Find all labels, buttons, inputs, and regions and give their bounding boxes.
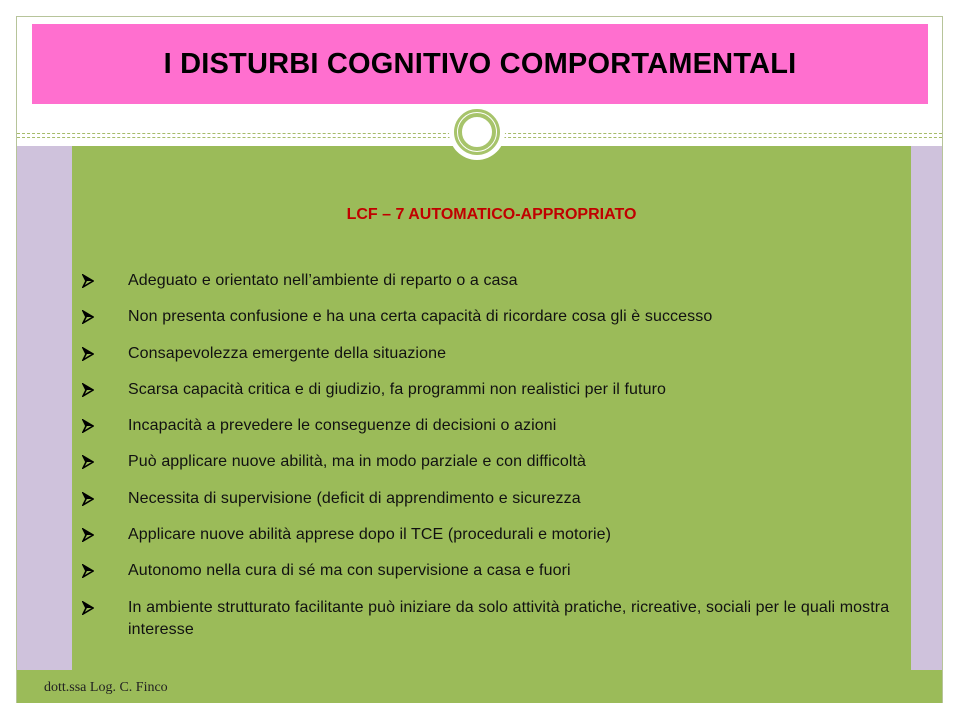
list-item-text: Incapacità a prevedere le conseguenze di decisioni o azioni [128,417,557,435]
list-item [80,560,900,582]
list-item [80,524,900,546]
arrow-bullet-icon [82,560,96,582]
list-item-text: Non presenta confusione e ha una certa capacità di ricordare cosa gli è successo [128,308,713,326]
list-item [80,451,900,473]
arrow-bullet-icon [82,524,96,546]
circle-ornament-inner-icon [458,113,496,151]
list-item [80,488,900,510]
list-item [80,597,900,641]
left-side-band [17,146,72,670]
list-item-text: Consapevolezza emergente della situazione [128,344,447,362]
list-item-text: Adeguato e orientato nell’ambiente di reparto o a casa [128,272,518,289]
slide-title: I DISTURBI COGNITIVO COMPORTAMENTALI [163,47,797,80]
arrow-bullet-icon [82,415,96,437]
footer-author: dott.ssa Log. C. Finco [44,680,168,695]
list-item-text: Necessita di supervisione (deficit di apprendimento e sicurezza [128,489,581,507]
arrow-bullet-icon [82,270,96,292]
right-side-band [911,146,942,670]
list-item-text: Applicare nuove abilità apprese dopo il TCE (procedurali e motorie) [128,526,612,544]
bullet-list [80,270,900,655]
list-item [80,415,900,437]
title-banner [32,24,928,104]
arrow-bullet-icon [82,451,96,473]
list-item [80,379,900,401]
arrow-bullet-icon [82,343,96,365]
list-item-text: Scarsa capacità critica e di giudizio, fa programmi non realistici per il futuro [128,380,667,398]
arrow-bullet-icon [82,379,96,401]
arrow-bullet-icon [82,597,96,619]
arrow-bullet-icon [82,306,96,328]
list-item-text: In ambiente strutturato facilitante può iniziare da solo attività pratiche, ricreative, sociali per le quali mostra interesse [128,598,890,638]
list-item [80,343,900,365]
arrow-bullet-icon [82,488,96,510]
list-item [80,306,900,328]
list-item [80,270,900,292]
slide-subtitle: LCF – 7 AUTOMATICO-APPROPRIATO [346,206,637,223]
list-item-text: Può applicare nuove abilità, ma in modo parziale e con difficoltà [128,453,587,471]
list-item-text: Autonomo nella cura di sé ma con supervisione a casa e fuori [128,562,571,580]
